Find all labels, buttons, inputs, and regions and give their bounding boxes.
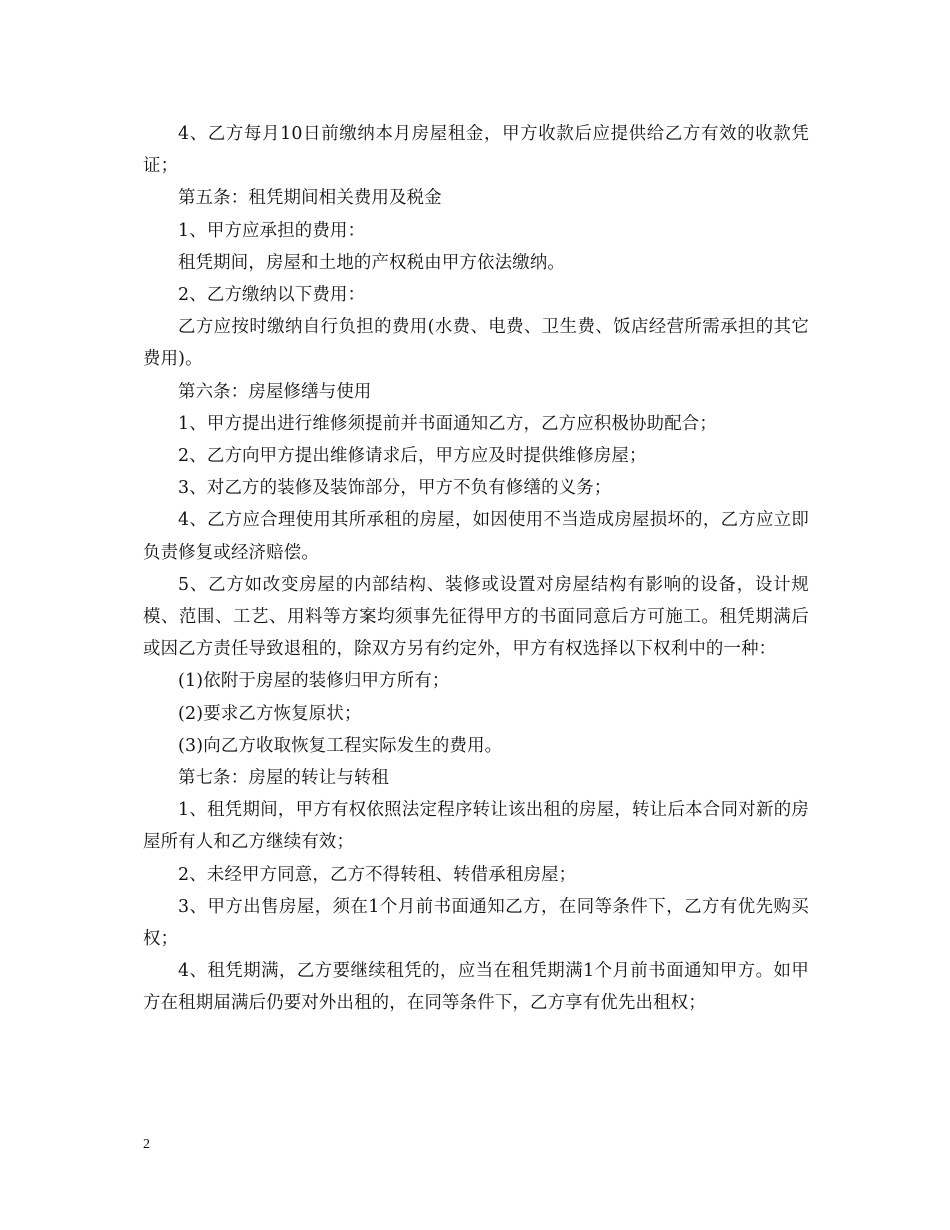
- list-item: (2)要求乙方恢复原状；: [178, 703, 362, 724]
- paragraph: 2、未经甲方同意，乙方不得转租、转借承租房屋；: [178, 864, 577, 885]
- paragraph: 乙方应按时缴纳自行负担的费用(水费、电费、卫生费、饭店经营所需承担的其它费用)。: [143, 317, 809, 370]
- section-heading: 第五条：租凭期间相关费用及税金: [178, 188, 442, 209]
- paragraph: 租凭期间，房屋和土地的产权税由甲方依法缴纳。: [178, 252, 565, 273]
- paragraph: 3、对乙方的装修及装饰部分，甲方不负有修缮的义务；: [178, 478, 612, 499]
- list-item: (3)向乙方收取恢复工程实际发生的费用。: [178, 735, 503, 756]
- paragraph: 4、乙方应合理使用其所承租的房屋，如因使用不当造成房屋损坏的，乙方应立即负责修复或经济赔偿。: [143, 510, 809, 563]
- section-heading: 第六条：房屋修缮与使用: [178, 381, 372, 402]
- paragraph: 4、租凭期满，乙方要继续租凭的，应当在租凭期满1个月前书面通知甲方。如甲方在租期届满后仍要对外出租的，在同等条件下，乙方享有优先出租权；: [143, 961, 809, 1014]
- list-item: (1)依附于房屋的装修归甲方所有；: [178, 671, 450, 692]
- paragraph: 2、乙方向甲方提出维修请求后，甲方应及时提供维修房屋；: [178, 446, 647, 467]
- paragraph: 2、乙方缴纳以下费用：: [178, 285, 366, 306]
- paragraph: 1、甲方提出进行维修须提前并书面通知乙方，乙方应积极协助配合；: [178, 413, 717, 434]
- document-body: [143, 118, 809, 1020]
- paragraph: 5、乙方如改变房屋的内部结构、装修或设置对房屋结构有影响的设备，设计规模、范围、工艺、用料等方案均须事先征得甲方的书面同意后方可施工。租凭期满后或因乙方责任导致退租的，除双方另有约定外，甲方有权选择以下权利中的一种：: [143, 574, 809, 660]
- paragraph: 1、租凭期间，甲方有权依照法定程序转让该出租的房屋，转让后本合同对新的房屋所有人和乙方继续有效；: [143, 800, 809, 853]
- page-number: 2: [143, 1137, 150, 1152]
- paragraph: 1、甲方应承担的费用：: [178, 220, 366, 241]
- paragraph: 3、甲方出售房屋，须在1个月前书面通知乙方，在同等条件下，乙方有优先购买权；: [143, 896, 809, 950]
- section-heading: 第七条：房屋的转让与转租: [178, 768, 390, 789]
- paragraph: 4、乙方每月10日前缴纳本月房屋租金，甲方收款后应提供给乙方有效的收款凭证；: [143, 124, 809, 177]
